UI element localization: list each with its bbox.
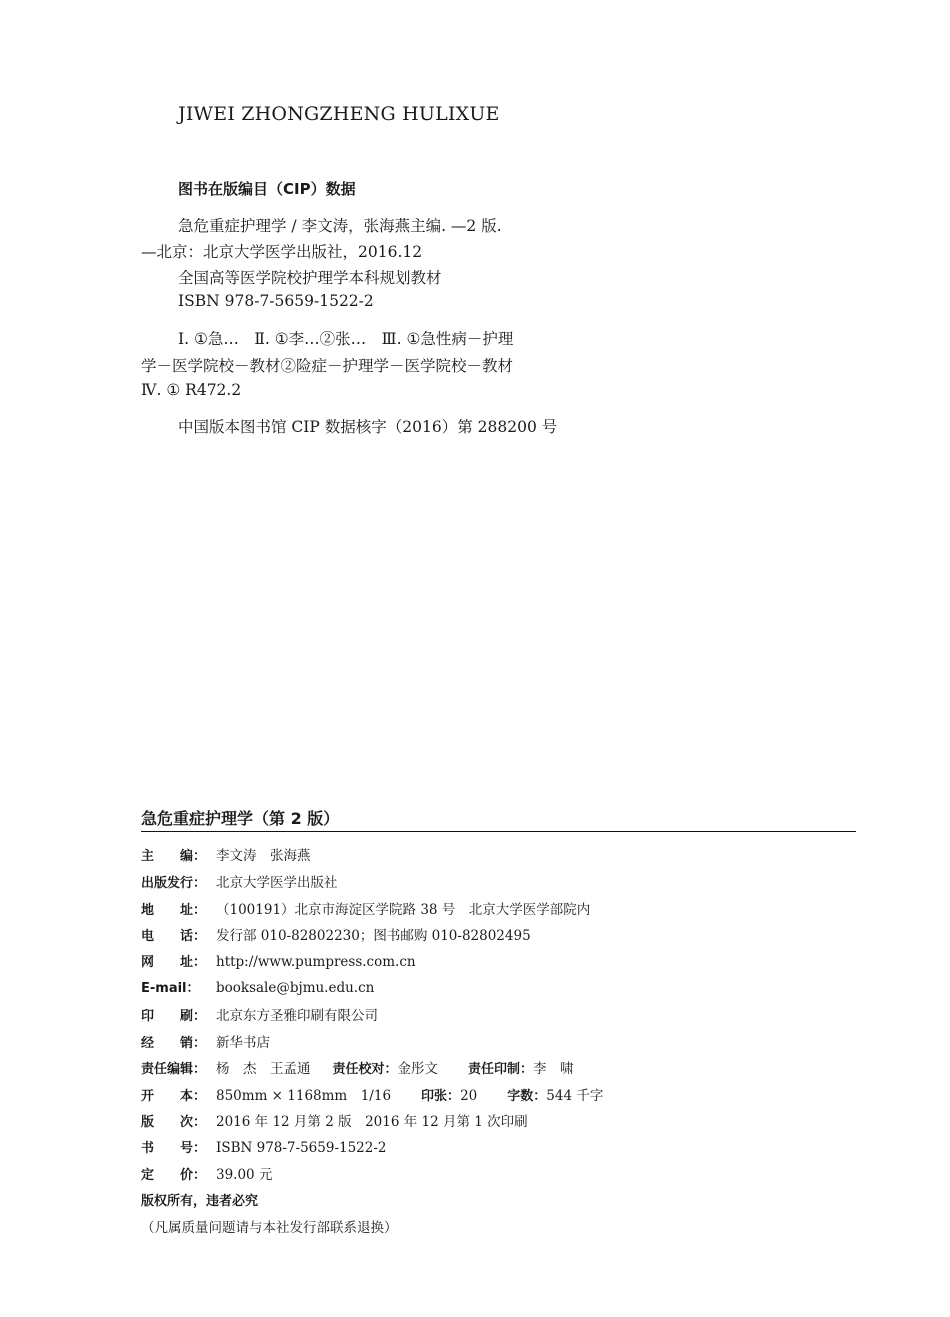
row-value: http://www.pumpress.com.cn (216, 954, 416, 970)
row-value: 850mm × 1168mm 1/16 (216, 1088, 392, 1104)
colophon-row (141, 844, 311, 864)
colophon-row (141, 898, 590, 918)
editors-row (141, 1057, 574, 1077)
row-label: 主 编： (141, 849, 207, 864)
row-value: 2016 年 12 月第 2 版 2016 年 12 月第 1 次印刷 (216, 1114, 528, 1130)
proof-label: 责任校对： (332, 1062, 398, 1077)
colophon-row (141, 1137, 387, 1156)
colophon-row (141, 924, 531, 944)
colophon-row (141, 1031, 270, 1051)
cip-line: Ⅳ. ① R472.2 (141, 381, 242, 399)
cip-line: 全国高等医学院校护理学本科规划教材 (178, 269, 442, 287)
row-label: 版 次： (141, 1115, 207, 1130)
colophon-row (141, 1004, 378, 1024)
row-value: 39.00 元 (216, 1167, 273, 1183)
cip-heading: 图书在版编目（CIP）数据 (178, 180, 356, 198)
cip-line: 中国版本图书馆 CIP 数据核字（2016）第 288200 号 (178, 418, 558, 436)
cip-line: 学－医学院校－教材②险症－护理学－医学院校－教材 (141, 357, 514, 375)
colophon-row (141, 1110, 528, 1130)
cip-line: Ⅰ. ①急… Ⅱ. ①李…②张… Ⅲ. ①急性病－护理 (178, 330, 514, 348)
row-label: 经 销： (141, 1036, 207, 1051)
row-value: 发行部 010-82802230；图书邮购 010-82802495 (216, 928, 531, 944)
row-value: ISBN 978-7-5659-1522-2 (216, 1140, 387, 1156)
cip-line: 急危重症护理学 / 李文涛，张海燕主编. —2 版. (178, 217, 502, 235)
print-label: 责任印制： (468, 1062, 534, 1077)
colophon (141, 806, 856, 1236)
row-label: 责任编辑： (141, 1062, 207, 1077)
row-label: 电 话： (141, 929, 207, 944)
row-value: 北京东方圣雅印刷有限公司 (216, 1008, 378, 1024)
return-note: （凡属质量问题请与本社发行部联系退换） (141, 1220, 398, 1236)
sheets-value: 20 (460, 1088, 478, 1104)
row-value: （100191）北京市海淀区学院路 38 号 北京大学医学部院内 (216, 902, 591, 918)
words-label: 字数： (507, 1089, 547, 1104)
colophon-title: 急危重症护理学（第 2 版） (141, 806, 856, 832)
print-value: 李 啸 (533, 1061, 574, 1077)
colophon-row (141, 871, 338, 891)
colophon-row (141, 977, 374, 996)
pinyin-title: JIWEI ZHONGZHENG HULIXUE (178, 103, 500, 125)
cip-line: ISBN 978-7-5659-1522-2 (178, 292, 374, 310)
format-row (141, 1084, 603, 1104)
row-label: 网 址： (141, 955, 207, 970)
colophon-row (141, 951, 416, 970)
row-label: 印 刷： (141, 1009, 207, 1024)
sheets-label: 印张： (421, 1089, 461, 1104)
row-label: 书 号： (141, 1141, 207, 1156)
proof-value: 金彤文 (397, 1061, 439, 1077)
row-label: E-mail： (141, 981, 200, 996)
cip-line: —北京：北京大学医学出版社，2016.12 (141, 243, 423, 261)
row-label: 出版发行： (141, 876, 207, 891)
row-value: 新华书店 (216, 1035, 270, 1051)
row-value: 李文涛 张海燕 (216, 848, 311, 864)
words-value: 544 千字 (546, 1088, 604, 1104)
colophon-row (141, 1163, 272, 1183)
row-label: 地 址： (141, 903, 207, 918)
row-label: 定 价： (141, 1168, 207, 1183)
row-value: 杨 杰 王孟通 (216, 1061, 311, 1077)
row-value: 北京大学医学出版社 (216, 875, 338, 891)
copyright-notice: 版权所有，违者必究 (141, 1194, 259, 1209)
row-label: 开 本： (141, 1089, 207, 1104)
row-value: booksale@bjmu.edu.cn (216, 980, 375, 996)
